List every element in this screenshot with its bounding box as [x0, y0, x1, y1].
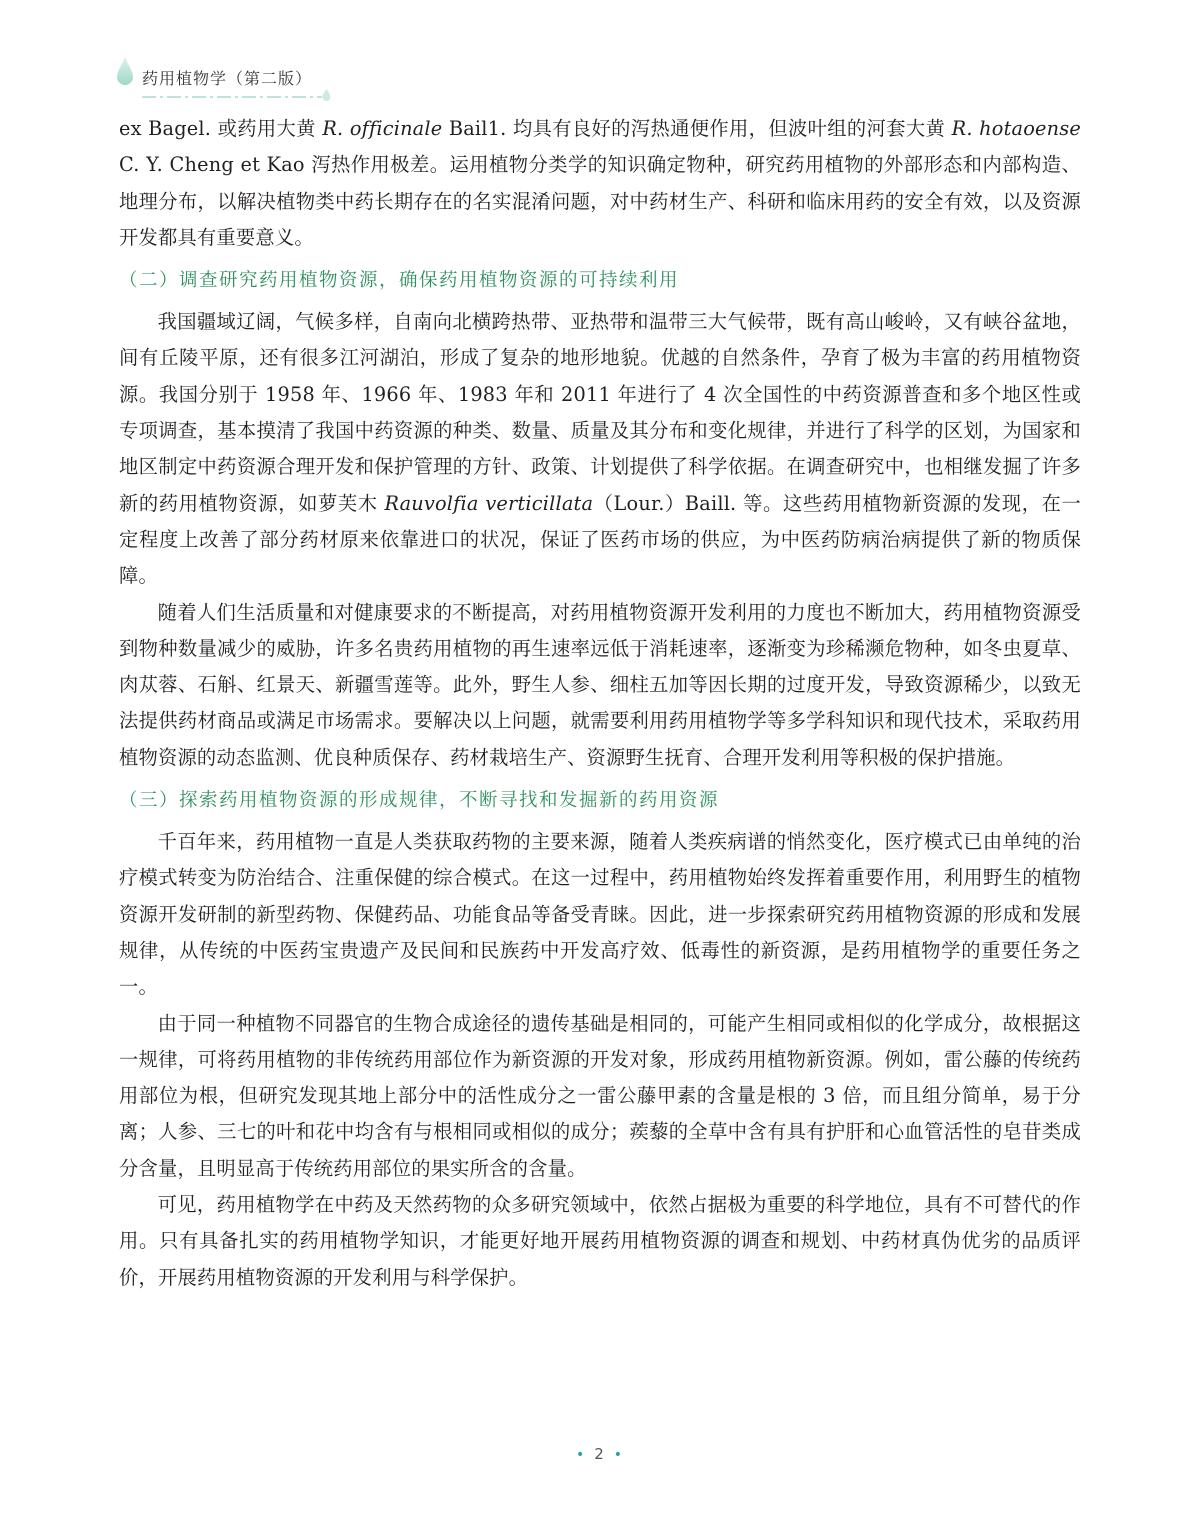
body-paragraph [119, 1006, 1081, 1187]
water-drop-icon [116, 56, 134, 86]
body-paragraph [119, 304, 1081, 594]
paragraph-text: C. Y. Cheng et Kao 泻热作用极差。运用植物分类学的知识确定物种，研究药用植物的外部形态和内部构造、地理分布，以解决植物类中药长期存在的名实混淆问题，对中药材生产、科研和临床用药的安全有效，以及资源开发都具有重要意义。 [119, 153, 1081, 249]
footer-dot-left: • [575, 1447, 585, 1463]
paragraph-text: ex Bagel. 或药用大黄 [119, 117, 323, 140]
footer-dot-right: • [613, 1447, 623, 1463]
section-heading: （二）调查研究药用植物资源，确保药用植物资源的可持续利用 [119, 270, 680, 292]
running-header [110, 52, 340, 102]
paragraph-text: Bail1. 均具有良好的泻热通便作用，但波叶组的河套大黄 [442, 117, 952, 140]
section-heading: （三）探索药用植物资源的形成规律，不断寻找和发掘新的药用资源 [119, 790, 720, 812]
paragraph-text: 由于同一种植物不同器官的生物合成途径的遗传基础是相同的，可能产生相同或相似的化学成分，故根据这一规律，可将药用植物的非传统药用部位作为新资源的开发对象，形成药用植物新资源。例如，雷公藤的传统药用部位为根，但研究发现其地上部分中的活性成分之一雷公藤甲素的含量是根的 3 倍，而且组分简单，易于分离；人参、三七的叶和花中均含有与根相同或相似的成分；蒺藜的全草中含有具有护肝和心血管活性的皂苷类成分含量，且明显高于传统药用部位的果实所含的含量。 [119, 1011, 1081, 1180]
page-body [119, 111, 1081, 1296]
book-title: 药用植物学（第二版） [142, 69, 313, 88]
small-drop-icon [322, 88, 331, 101]
latin-species-name: R. hotaoense [951, 117, 1081, 140]
body-paragraph [119, 1187, 1081, 1296]
page-number: 2 [594, 1445, 604, 1463]
paragraph-text: 我国疆域辽阔，气候多样，自南向北横跨热带、亚热带和温带三大气候带，既有高山峻岭，又有峡谷盆地，间有丘陵平原，还有很多江河湖泊，形成了复杂的地形地貌。优越的自然条件，孕育了极为丰富的药用植物资源。我国分别于 1958 年、1966 年、1983 年和 2011 年进行了 4 次全国性的中药资源普查和多个地区性或专项调查，基本摸清了我国中药资源的种类、数量、质量及其分布和变化规律，并进行了科学的区划，为国家和地区制定中药资源合理开发和保护管理的方针、政策、计划提供了科学依据。在调查研究中，也相继发掘了许多新的药用植物资源，如萝芙木 [119, 310, 1081, 515]
body-paragraph [119, 824, 1081, 1005]
latin-species-name: Rauvolfia verticillata [384, 491, 594, 515]
paragraph-text: （Lour.）Baill. 等。这些药用植物新资源的发现，在一定程度上改善了部分药材原来依靠进口的状况，保证了医药市场的供应，为中医药防病治病提供了新的物质保障。 [119, 491, 1081, 588]
paragraph-text: 千百年来，药用植物一直是人类获取药物的主要来源，随着人类疾病谱的悄然变化，医疗模式已由单纯的治疗模式转变为防治结合、注重保健的综合模式。在这一过程中，药用植物始终发挥着重要作用，利用野生的植物资源开发研制的新型药物、保健药品、功能食品等备受青睐。因此，进一步探索研究药用植物资源的形成和发展规律，从传统的中医药宝贵遗产及民间和民族药中开发高疗效、低毒性的新资源，是药用植物学的重要任务之一。 [119, 830, 1081, 999]
body-paragraph [119, 111, 1081, 256]
latin-species-name: R. officinale [322, 117, 443, 140]
paragraph-text: 可见，药用植物学在中药及天然药物的众多研究领域中，依然占据极为重要的科学地位，具有不可替代的作用。只有具备扎实的药用植物学知识，才能更好地开展药用植物资源的调查和规划、中药材真伪优劣的品质评价，开展药用植物资源的开发利用与科学保护。 [119, 1193, 1081, 1289]
paragraph-text: 随着人们生活质量和对健康要求的不断提高，对药用植物资源开发利用的力度也不断加大，药用植物资源受到物种数量减少的威胁，许多名贵药用植物的再生速率远低于消耗速率，逐渐变为珍稀濒危物种，如冬虫夏草、肉苁蓉、石斛、红景天、新疆雪莲等。此外，野生人参、细柱五加等因长期的过度开发，导致资源稀少，以致无法提供药材商品或满足市场需求。要解决以上问题，就需要利用药用植物学等多学科知识和现代技术，采取药用植物资源的动态监测、优良种质保存、药材栽培生产、资源野生抚育、合理开发利用等积极的保护措施。 [119, 600, 1081, 769]
body-paragraph [119, 595, 1081, 776]
page-footer [0, 1445, 1198, 1463]
header-divider [142, 95, 322, 99]
